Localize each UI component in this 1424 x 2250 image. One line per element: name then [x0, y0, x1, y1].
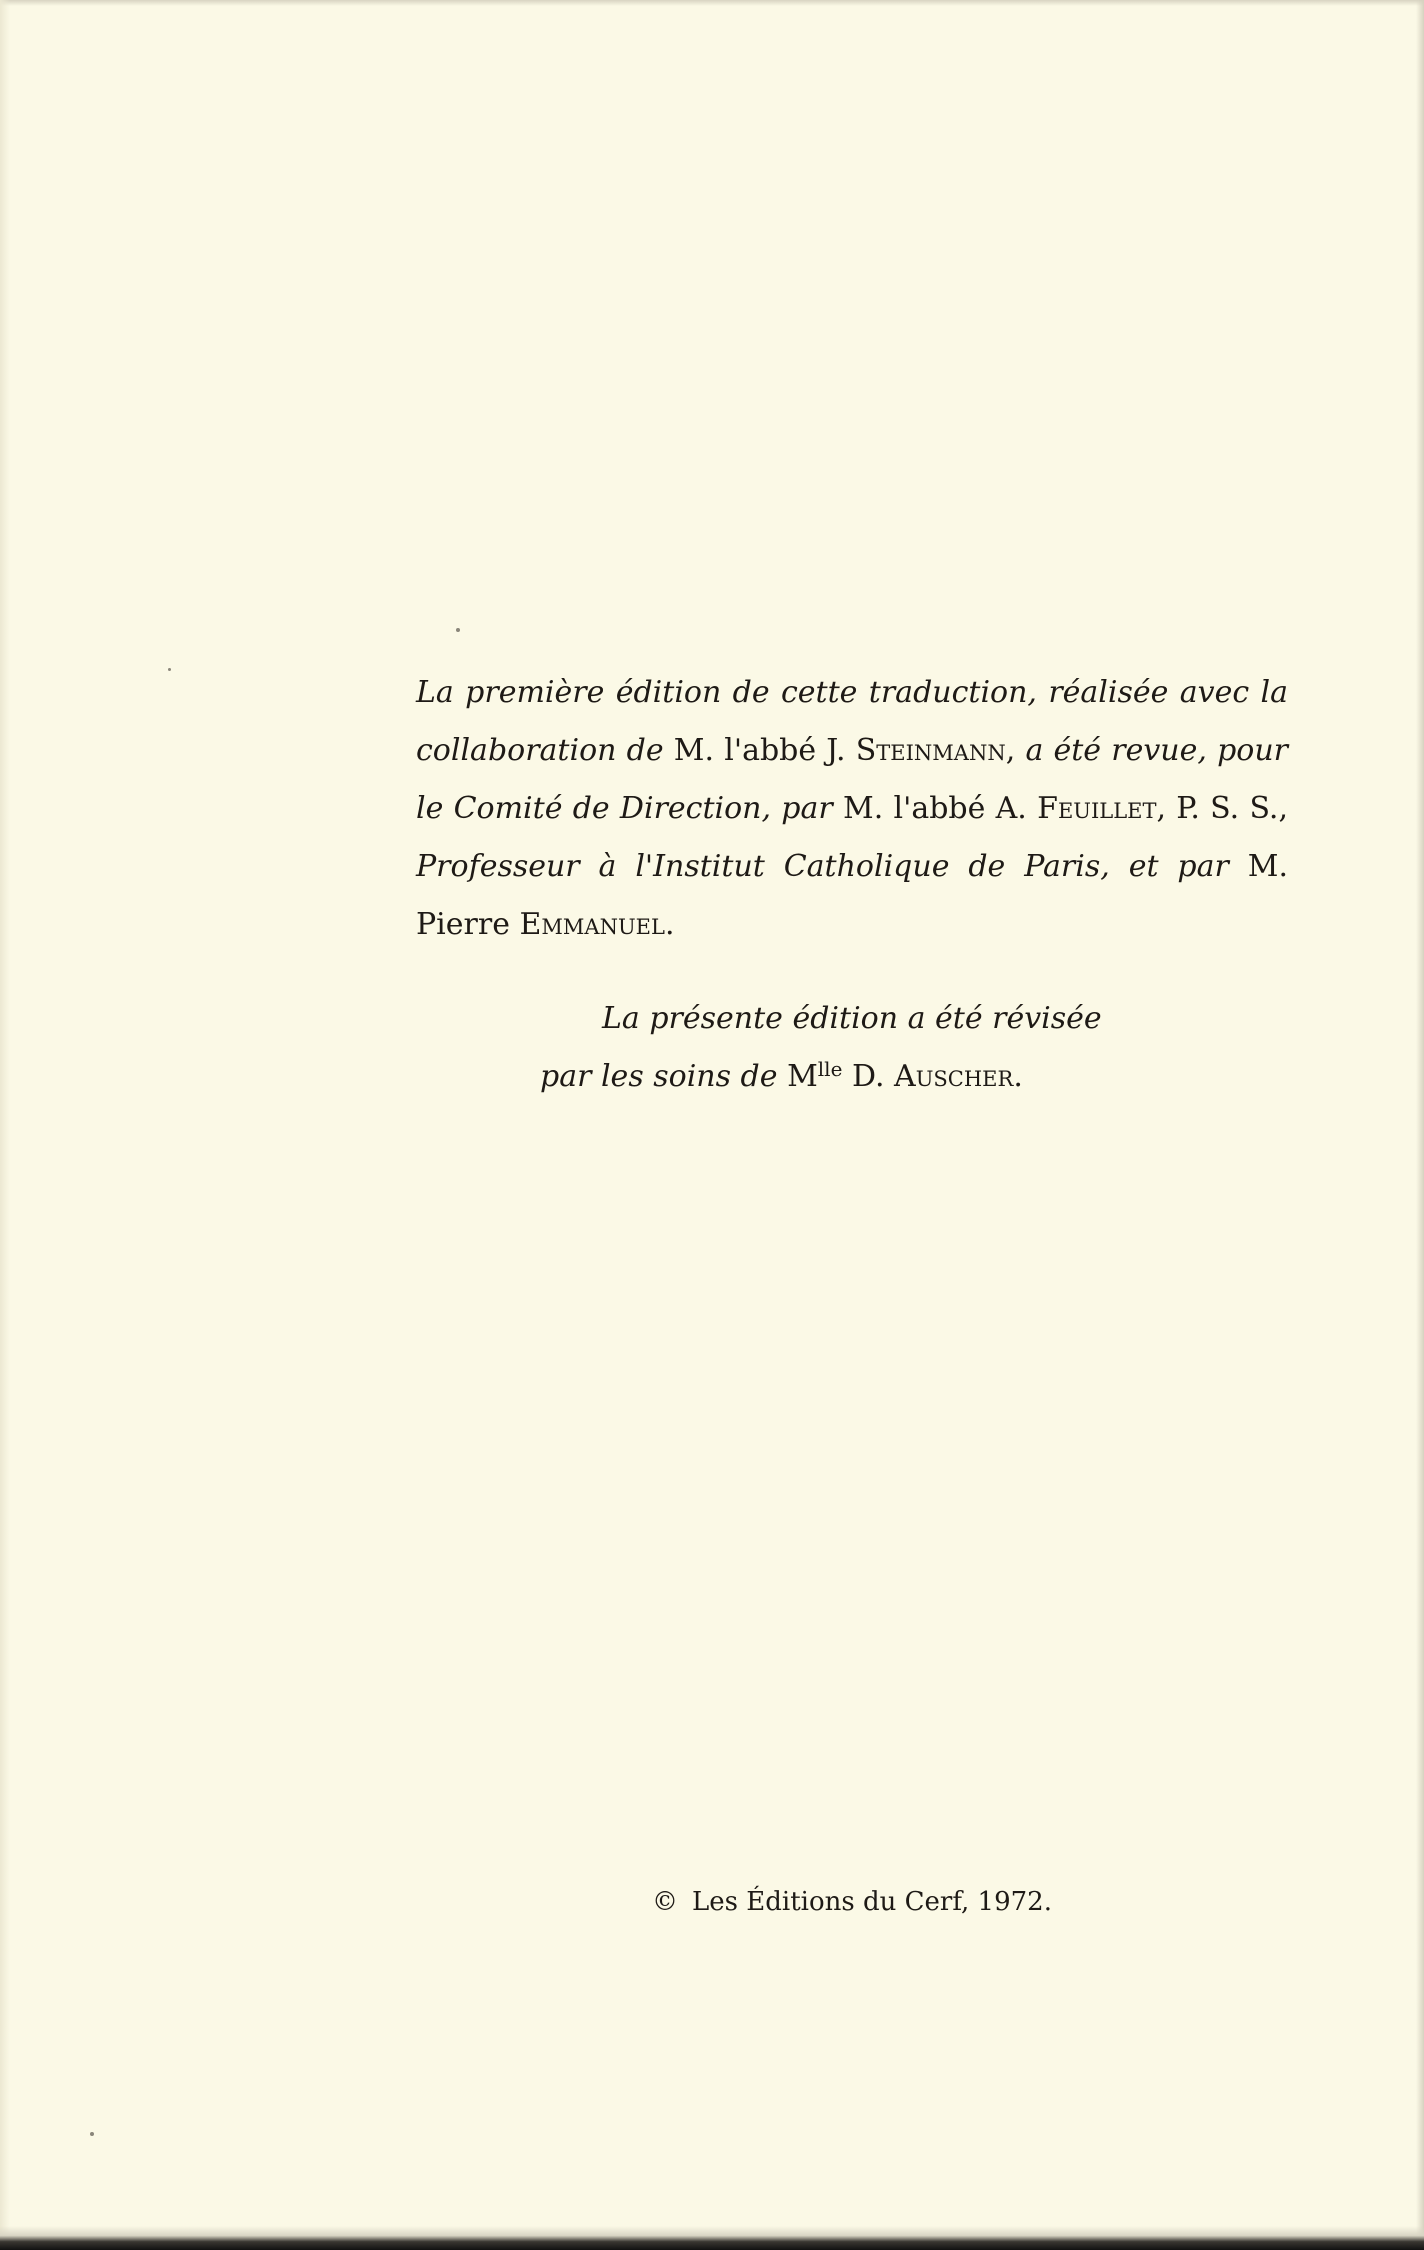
reviewer-name: Emmanuel	[519, 907, 665, 942]
credit-text: .	[664, 907, 675, 942]
page-edge-bottom	[0, 2226, 1424, 2250]
translation-credit-paragraph	[416, 664, 1288, 954]
copyright-icon: ©	[652, 1887, 678, 1917]
revision-line-1: La présente édition a été révisée	[602, 1001, 1102, 1036]
reviser-title-superscript: lle	[817, 1057, 843, 1081]
paper-speck	[456, 628, 460, 632]
credit-text: a été revue, pour le Comité de Direction, par	[416, 733, 1288, 826]
revision-line-2	[520, 1048, 1220, 1106]
credit-text: Professeur à l'Institut Catholique de Paris, et par	[416, 849, 1229, 884]
credit-text: , P. S. S.,	[1156, 791, 1289, 826]
credit-text: ,	[1005, 733, 1016, 768]
credit-text: M. l'abbé J.	[673, 733, 846, 768]
reviser-title: M	[787, 1059, 818, 1094]
page-edge-left	[0, 0, 10, 2250]
paper-speck	[168, 668, 171, 671]
page-edge-right	[1416, 0, 1424, 2250]
revision-text: .	[1013, 1059, 1023, 1094]
credit-text: M. l'abbé A.	[843, 791, 1027, 826]
reviser-initial: D.	[851, 1059, 885, 1094]
page-edge-top	[0, 0, 1424, 6]
copyright-notice	[652, 1882, 1212, 1922]
revision-note	[520, 990, 1220, 1106]
reviewer-name: Feuillet	[1037, 791, 1157, 826]
revision-text: par les soins de	[540, 1059, 778, 1094]
reviser-name: Auscher	[894, 1059, 1014, 1094]
collaborator-name: Steinmann	[855, 733, 1006, 768]
paper-speck	[90, 2132, 94, 2136]
credit-text: M. Pierre	[416, 849, 1288, 942]
copyright-text: Les Éditions du Cerf, 1972.	[692, 1887, 1052, 1917]
credit-text: La première édition de cette traduction, réalisée avec la collaboration de	[416, 675, 1288, 768]
